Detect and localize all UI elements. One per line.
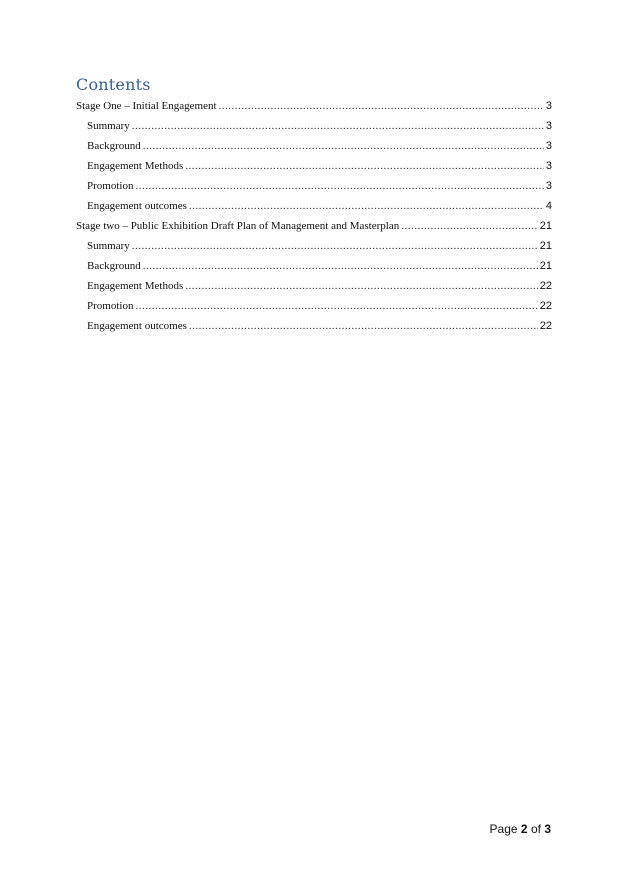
toc-entry-page: 3 xyxy=(545,140,552,152)
toc-leader-dots xyxy=(189,316,538,336)
toc-entry[interactable] xyxy=(76,176,552,196)
footer-of-word: of xyxy=(530,822,541,836)
toc-entry-page: 3 xyxy=(545,180,552,192)
toc-entry-page: 3 xyxy=(545,100,552,112)
footer-page-word: Page xyxy=(489,822,518,836)
toc-entry-label: Engagement outcomes xyxy=(87,320,187,332)
toc-entry[interactable] xyxy=(76,296,552,316)
toc-entry-label: Promotion xyxy=(87,300,134,312)
toc-entry[interactable] xyxy=(76,116,552,136)
toc-entry-label: Stage two – Public Exhibition Draft Plan of Management and Masterplan xyxy=(76,220,400,232)
footer-current-page: 2 xyxy=(520,822,528,836)
toc-leader-dots xyxy=(135,296,537,316)
toc-leader-dots xyxy=(185,156,544,176)
toc-entry-label: Summary xyxy=(87,120,130,132)
toc-entry-label: Engagement Methods xyxy=(87,160,184,172)
toc-entry-label: Background xyxy=(87,260,141,272)
toc-leader-dots xyxy=(401,216,538,236)
footer-total-pages: 3 xyxy=(544,822,551,836)
toc-entry-label: Background xyxy=(87,140,141,152)
page-footer xyxy=(490,822,551,836)
toc-entry[interactable] xyxy=(76,276,552,296)
toc-entry-page: 21 xyxy=(539,260,552,272)
toc-entry[interactable] xyxy=(76,316,552,336)
toc-entry-page: 3 xyxy=(545,160,552,172)
toc-entry-label: Promotion xyxy=(87,180,134,192)
toc-entry[interactable] xyxy=(76,96,552,116)
toc-entry[interactable] xyxy=(76,196,552,216)
toc-entry-label: Summary xyxy=(87,240,130,252)
toc-entry-page: 4 xyxy=(545,200,552,212)
toc-entry[interactable] xyxy=(76,236,552,256)
toc-entry-label: Stage One – Initial Engagement xyxy=(76,100,217,112)
toc-leader-dots xyxy=(132,116,544,136)
toc-entry[interactable] xyxy=(76,216,552,236)
toc-leader-dots xyxy=(135,176,543,196)
toc-entry[interactable] xyxy=(76,136,552,156)
toc-entry-page: 22 xyxy=(539,300,552,312)
table-of-contents xyxy=(76,96,552,336)
toc-leader-dots xyxy=(219,96,544,116)
toc-entry-label: Engagement Methods xyxy=(87,280,184,292)
toc-entry-page: 21 xyxy=(539,220,552,232)
toc-leader-dots xyxy=(132,236,538,256)
toc-entry-page: 3 xyxy=(545,120,552,132)
toc-leader-dots xyxy=(143,136,544,156)
toc-entry-page: 22 xyxy=(539,320,552,332)
toc-entry-page: 21 xyxy=(539,240,552,252)
toc-title: Contents xyxy=(76,75,151,94)
toc-entry[interactable] xyxy=(76,256,552,276)
toc-leader-dots xyxy=(185,276,538,296)
toc-leader-dots xyxy=(143,256,538,276)
toc-entry[interactable] xyxy=(76,156,552,176)
toc-entry-label: Engagement outcomes xyxy=(87,200,187,212)
toc-leader-dots xyxy=(189,196,544,216)
toc-entry-page: 22 xyxy=(539,280,552,292)
